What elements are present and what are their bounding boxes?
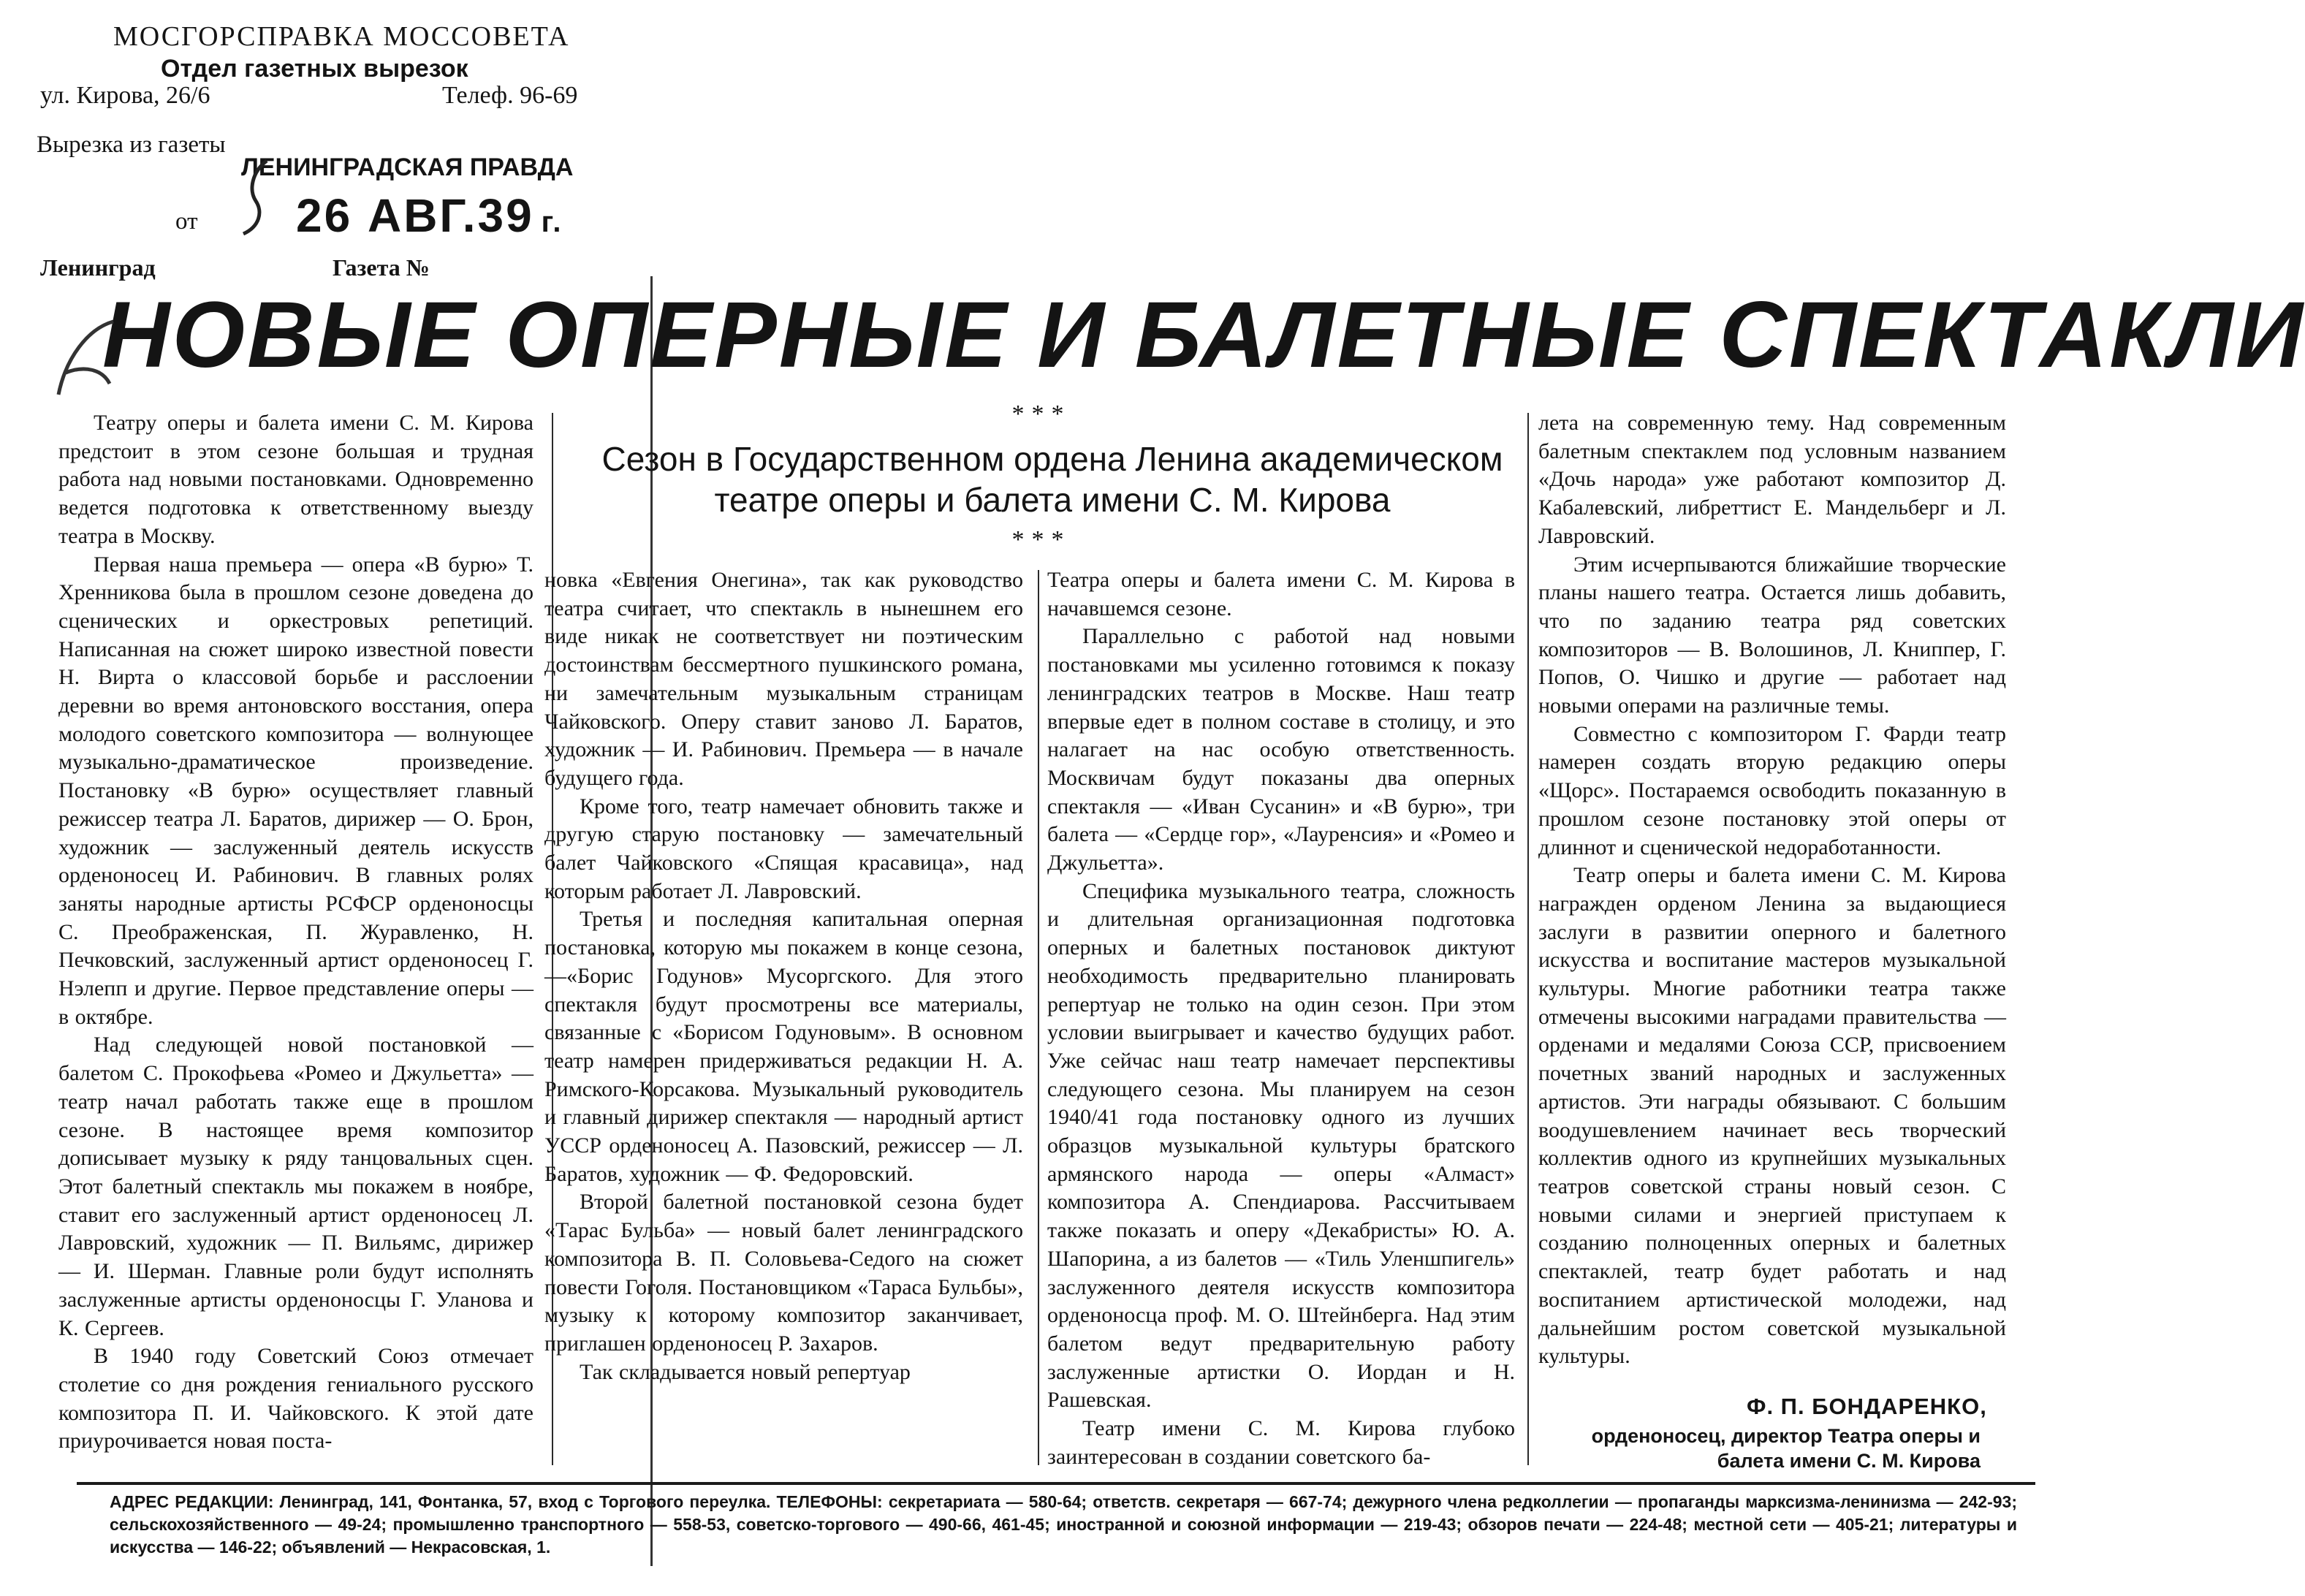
stamp-date-label: от: [175, 208, 198, 235]
article-subtitle: Сезон в Государственном ордена Ленина академическом театре оперы и балета имени С. М. Кирова: [601, 440, 1503, 519]
stamp-address: ул. Кирова, 26/6: [40, 82, 210, 109]
author-name: Ф. П. БОНДАРЕНКО,: [1747, 1394, 1987, 1419]
paragraph: Специфика музыкального театра, сложность и длительная организационная подготовка оперных и балетных постановок диктуют необходимость предварительно планировать репертуар не только на один сезон. При этом условии выигрывает и качество будущих работ. Уже сейчас наш театр намечает перспективы следующего сезона. Мы планируем на сезон 1940/41 года постановку одного из лучших образцов музыкальной культуры братского армянского народа — оперы «Алмаст» композитора А. Спендиарова. Рассчитываем также показать и оперу «Декабристы» Ю. А. Шапорина, а из балетов — «Тиль Уленшпигель» заслуженного деятеля искусств композитора орденоносца проф. М. О. Штейнберга. Над этим балетом ведут предварительную работу заслуженные артистки О. Иордан и Н. Рашевская.: [1047, 878, 1515, 1413]
paragraph: В 1940 году Советский Союз отмечает столетие со дня рождения гениального русского композитора П. И. Чайковского. К этой дате приурочивается новая поста-: [58, 1344, 533, 1454]
stamp-department: Отдел газетных вырезок: [161, 55, 468, 83]
article-column-4: [1538, 409, 2006, 1371]
paragraph: лета на современную тему. Над современным балетным спектаклем под условным названием «Дочь народа» уже работают композитор Д. Кабалевский, либреттист Е. Мандельберг и Л. Лавровский.: [1538, 411, 2006, 548]
paragraph: Третья и последняя капитальная оперная постановка, которую мы покажем в конце сезона,—«Борис Годунов» Мусоргского. Для этого спектакля будут просмотрены все материалы, связанные с «Борисом Годуновым». В основном театр намерен придерживаться редакции Н. А. Римского-Корсакова. Музыкальный руководитель и главный дирижер спектакля — народный артист УССР орденоносец А. Пазовский, режиссер — Л. Баратов, художник — Ф. Федоровский.: [544, 907, 1023, 1186]
paragraph: Над следующей новой постановкой — балетом С. Прокофьева «Ромео и Джульетта» — театр начал работать также еще в прошлом сезоне. В настоящее время композитор дописывает музыку к ряду танцовальных сцен. Этот балетный спектакль мы покажем в ноябре, ставит его заслуженный артист орденоносец Л. Лавровский, художник — П. Вильямс, дирижер — И. Шерман. Главные роли будут исполнять заслуженные артисты орденоносцы Г. Уланова и К. Сергеев.: [58, 1033, 533, 1340]
paragraph: Совместно с композитором Г. Фарди театр намерен создать вторую редакцию оперы «Щорс». Постараемся освободить показанную в прошлом сезоне постановку этой оперы от длиннот и сценической недоработанности.: [1538, 721, 2006, 859]
article-column-3: [1047, 566, 1515, 1472]
paragraph: Этим исчерпываются ближайшие творческие планы нашего театра. Остается лишь добавить, что по заданию театра ряд советских композиторов — В. Волошинов, Л. Книппер, Г. Попов, О. Чишко и другие — работает над новыми операми на различные темы.: [1538, 552, 2006, 718]
stamp-newspaper: ЛЕНИНГРАДСКАЯ ПРАВДА: [241, 153, 574, 181]
article-headline: НОВЫЕ ОПЕРНЫЕ И БАЛЕТНЫЕ СПЕКТАКЛИ: [102, 283, 2305, 387]
footer-rule: [77, 1482, 2035, 1485]
margin-handwriting-icon: [44, 314, 132, 409]
paragraph: Театр оперы и балета имени С. М. Кирова награжден орденом Ленина за выдающиеся заслуги в развитии оперного и балетного искусства и воспитание мастеров музыкальной культуры. Многие работники театра также отмечены высокими наградами правительства — орденами и медалями Союза ССР, присвоением почетных званий народных и заслуженных артистов. Эти награды обязывают. С большим воодушевлением начинает весь творческий коллектив одного из крупнейших музыкальных театров советской страны новый сезон. С новыми силами и энергией приступаем к созданию полноценных оперных и балетных спектаклей, театр будет работать и над воспитанием артистической молодежи, над дальнейшим ростом советской музыкальной культуры.: [1538, 863, 2006, 1369]
paragraph: Театр имени С. М. Кирова глубоко заинтересован в создании советского ба-: [1047, 1416, 1515, 1469]
editorial-address-footer: АДРЕС РЕДАКЦИИ: Ленинград, 141, Фонтанка, 57, вход с Торгового переулка. ТЕЛЕФОНЫ: секретариата — 580-64; ответств. секретаря — 667-74; дежурного члена редколлегии — пропаганды марксизма-ленинизма — 242-93; сельскохозяйственного — 49-24; промышленно транспортного — 558-53, советско-торгового — 490-66, 461-45; иностранной и союзной информации — 219-43; обзоров печати — 224-48; местной сети — 405-21; литературы и искусства — 146-22; объявлений — Некрасовская, 1.: [110, 1492, 2017, 1557]
handwritten-mark-icon: [238, 157, 278, 238]
paragraph: Так складывается новый репертуар: [580, 1359, 911, 1384]
stamp-phone: Телеф. 96-69: [442, 82, 578, 109]
paragraph: Театра оперы и балета имени С. М. Кирова в начавшемся сезоне.: [1047, 568, 1515, 620]
paragraph: Параллельно с работой над новыми постановками мы усиленно готовимся к показу ленинградских театров в Москве. Наш театр впервые едет в полном составе в столицу, и это налагает на нас особую ответственность. Москвичам будут показаны два оперных спектакля — «Иван Сусанин» и «В бурю», три балета — «Сердце гор», «Лауренсия» и «Ромео и Джульетта».: [1047, 624, 1515, 875]
stamp-date: 26 АВГ.39 г.: [296, 189, 563, 242]
column-rule-2: [1038, 570, 1039, 1465]
stamp-agency: МОСГОРСПРАВКА МОССОВЕТА: [113, 21, 570, 52]
article-column-1: [58, 409, 533, 1456]
paragraph: новка «Евгения Онегина», так как руководство театра считает, что спектакль в нынешнем его виде никак не соответствует ни поэтическим достоинствам бессмертного пушкинского романа, ни замечательным музыкальным страницам Чайковского. Оперу ставит заново Л. Баратов, художник — И. Рабинович. Премьера — в начале будущего года.: [544, 568, 1023, 790]
stamp-date-suffix: г.: [541, 206, 563, 238]
clipping-stamp: [0, 0, 658, 281]
stars-bottom: ***: [1011, 526, 1071, 553]
column-rule-3: [1527, 413, 1529, 1465]
paragraph: Кроме того, театр намечает обновить также и другую старую постановку — замечательный балет Чайковского «Спящая красавица», над которым работает Л. Лавровский.: [544, 794, 1023, 903]
paragraph: Первая наша премьера — опера «В бурю» Т. Хренникова была в прошлом сезоне доведена до сценических и оркестровых репетиций. Написанная на сюжет широко известной повести Н. Вирта о классовой борьбе и расслоении деревни во время антоновского восстания, опера молодого советского композитора — волнующее музыкально-драматическое произведение. Постановку «В бурю» осуществляет главный режиссер театра Л. Баратов, дирижер — О. Брон, художник — заслуженный деятель искусств орденоносец И. Рабинович. В главных ролях заняты народные артисты РСФСР орденоносцы С. Преображенская, П. Журавленко, Н. Печковский, заслуженный артист орденоносец Г. Нэлепп и другие. Первое представление оперы — в октябре.: [58, 552, 533, 1029]
stamp-issue-label: Газета №: [333, 254, 430, 281]
article-column-2: [544, 566, 1023, 1386]
paragraph: Второй балетной постановкой сезона будет «Тарас Бульба» — новый балет ленинградского композитора В. П. Соловьева-Седого на сюжет повести Гоголя. Постановщиком «Тараса Бульбы», музыку к которому композитор заканчивает, приглашен орденоносец Р. Захаров.: [544, 1190, 1023, 1356]
stars-top: ***: [1011, 400, 1071, 428]
author-role: орденоносец, директор Театра оперы и балета имени С. М. Кирова: [1591, 1425, 1981, 1472]
stamp-clipping-label: Вырезка из газеты: [37, 132, 226, 158]
paragraph: Театру оперы и балета имени С. М. Кирова предстоит в этом сезоне большая и трудная работа над новыми постановками. Одновременно ведется подготовка к ответственному выезду театра в Москву.: [58, 411, 533, 548]
stamp-city: Ленинград: [40, 254, 156, 281]
